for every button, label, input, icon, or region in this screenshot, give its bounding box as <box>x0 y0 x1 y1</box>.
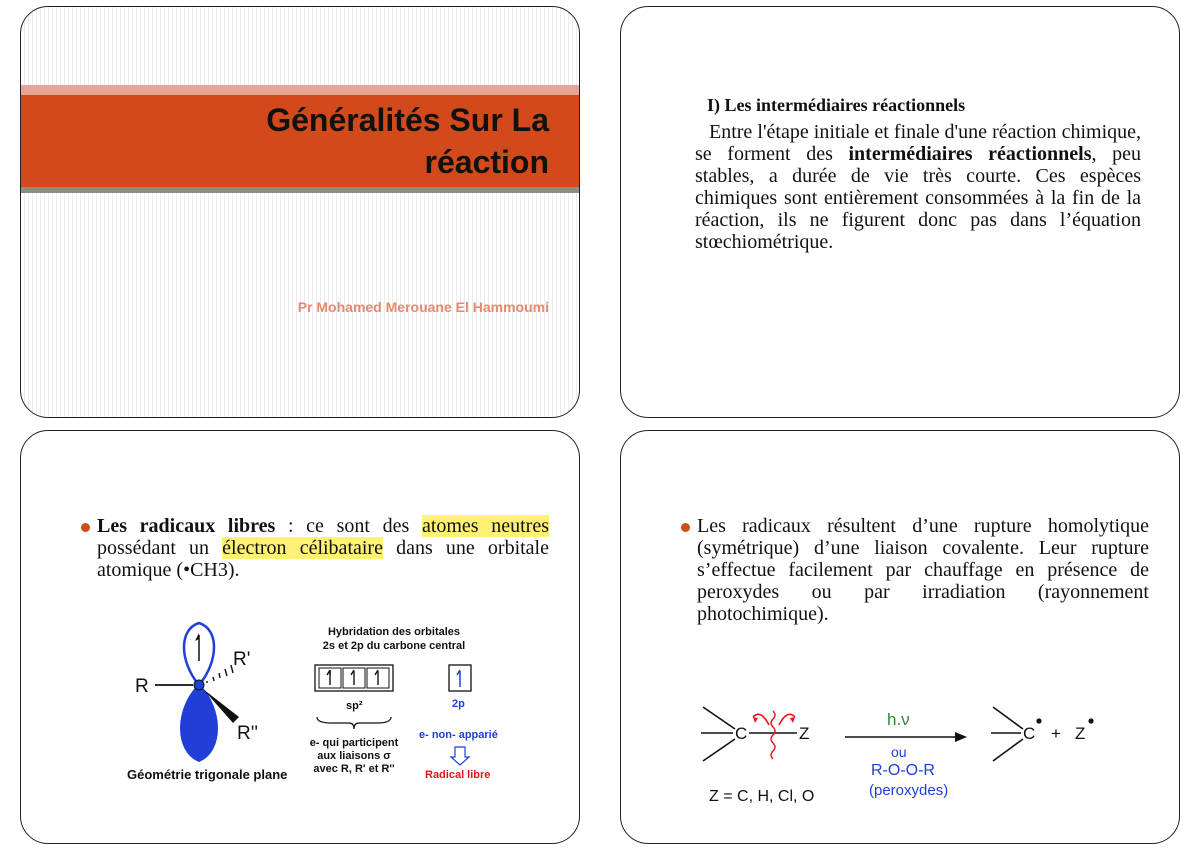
label-r-prime: R' <box>233 649 251 670</box>
slide-intermediaires <box>620 6 1180 418</box>
bond-cleavage-icon <box>771 711 775 759</box>
radical-dot-icon <box>1088 718 1093 723</box>
hybridization-title <box>309 625 479 653</box>
slide-heading: I) Les intermédiaires réactionnels <box>707 95 966 115</box>
highlight-atomes-neutres: atomes neutres <box>421 515 550 537</box>
radical-dot-icon <box>1036 718 1041 723</box>
participating-line-2: aux liaisons σ <box>317 750 391 762</box>
slide-title <box>20 6 580 418</box>
rupture-text: Les radicaux résultent d’une rupture homolytique (symétrique) d’une liaison covalente. Leur rupture s’effectue facilement par chauffage en présence de peroxydes ou par irradiation (rayonnement photochimique). <box>697 515 1149 625</box>
text-part: : ce sont des <box>275 515 422 537</box>
trigonal-radical-figure <box>121 621 281 771</box>
p2-label: 2p <box>452 698 465 710</box>
peroxydes-label: (peroxydes) <box>869 782 949 799</box>
product-carbon: C <box>1023 724 1036 743</box>
title-line-2: réaction <box>424 144 549 180</box>
bullet-icon <box>81 523 90 532</box>
body-bold-term: intermédiaires réactionnels <box>848 143 1092 165</box>
participating-electrons-label <box>299 737 409 776</box>
plus-sign: + <box>1051 724 1061 743</box>
radical-libre-label: Radical libre <box>425 769 491 781</box>
author-name: Pr Mohamed Merouane El Hammoumi <box>297 299 549 315</box>
reactant-z: Z <box>799 724 810 743</box>
homolysis-scheme <box>695 699 1125 819</box>
sp2-label: sp² <box>346 700 363 712</box>
fishhook-arrowhead <box>753 717 758 723</box>
reactant-carbon: C <box>735 724 748 743</box>
product-z: Z <box>1075 724 1086 743</box>
title-underline-bar <box>21 187 579 193</box>
product-bond-lower <box>993 739 1023 761</box>
bullet-icon <box>681 523 690 532</box>
z-definition: Z = C, H, Cl, O <box>709 788 815 805</box>
presentation-title <box>149 99 549 183</box>
reaction-arrow-head-icon <box>955 732 967 742</box>
carbon-center <box>194 680 204 690</box>
fishhook-arrowhead <box>790 717 795 723</box>
hv-label: h.ν <box>887 710 910 729</box>
bond-lower-left <box>703 739 735 761</box>
roor-label: R-O-O-R <box>871 762 935 779</box>
unpaired-electron-label: e- non- apparié <box>419 729 498 741</box>
text-part: possédant un <box>97 537 223 559</box>
hybridization-line-1: Hybridation des orbitales <box>327 626 461 638</box>
hybridization-line-2: 2s et 2p du carbone central <box>322 640 466 652</box>
sp2-brace <box>317 717 391 729</box>
title-line-1: Généralités Sur La <box>266 102 549 138</box>
label-r: R <box>135 676 149 697</box>
text-part: dans une orbitale atomique (•CH3). <box>97 537 549 581</box>
title-accent-bar <box>21 85 579 95</box>
ou-label: ou <box>891 744 907 760</box>
label-r-double-prime: R'' <box>237 723 258 744</box>
slide-rupture-homolytique <box>620 430 1180 844</box>
highlight-electron-celibataire: électron célibataire <box>222 537 383 559</box>
definition-text <box>97 515 549 581</box>
term-bold: Les radicaux libres <box>97 515 276 537</box>
slide-radicaux-libres <box>20 430 580 844</box>
arrow-down-icon <box>451 747 469 765</box>
product-bond-upper <box>993 707 1023 729</box>
participating-line-1: e- qui participent <box>309 737 399 749</box>
body-text-start: Entre l'étape initiale et finale d'une réaction chimique, se forment des <box>695 121 1141 165</box>
body-text-end: , peu stables, a durée de vie très courte. Ces espèces chimiques sont entièrement consommées à la fin de la réaction, ils ne figurent donc pas dans l’équation stœchiométrique. <box>695 143 1141 253</box>
bond-upper-left <box>703 707 735 729</box>
participating-line-3: avec R, R' et R'' <box>313 763 395 775</box>
slide-body <box>695 121 1141 253</box>
geometry-caption: Géométrie trigonale plane <box>127 767 288 782</box>
